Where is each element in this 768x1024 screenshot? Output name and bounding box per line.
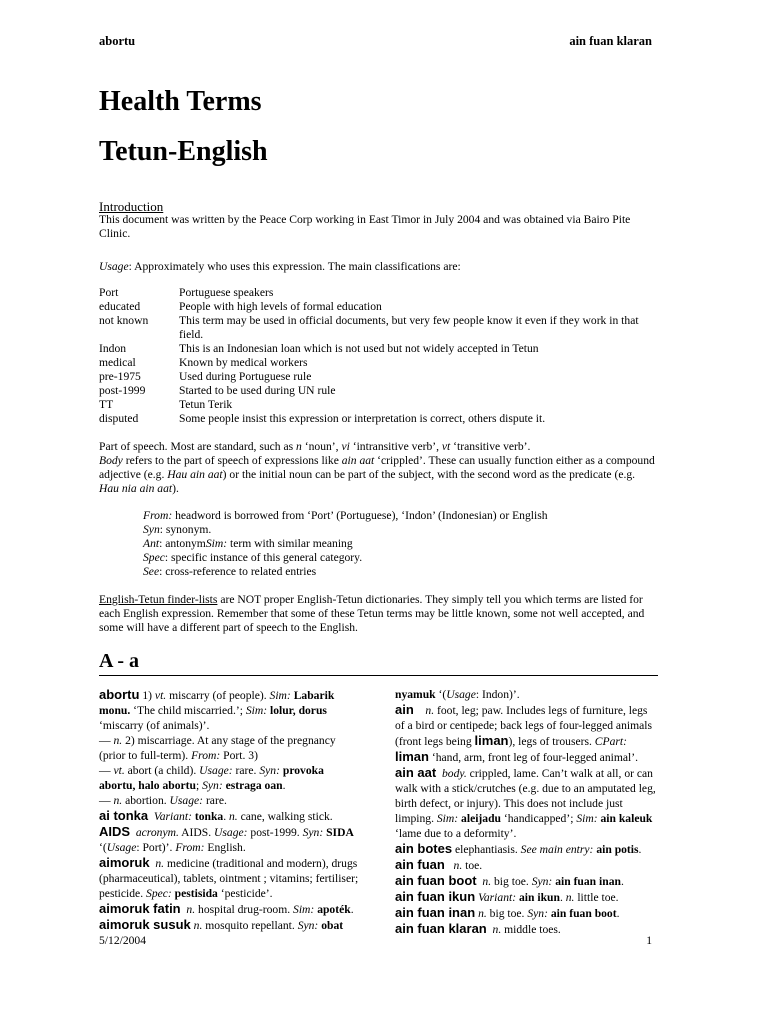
headword: AIDS	[99, 824, 131, 839]
abbreviation-notes	[143, 509, 653, 579]
entry-text: : Port)’.	[136, 841, 176, 854]
entry-abbrev: See main entry:	[520, 843, 594, 856]
entry-abbrev: Usage:	[169, 794, 204, 807]
entry-abbrev: Sim:	[269, 689, 291, 702]
entry-ref: estraga oan	[225, 779, 283, 792]
pos-text: ‘transitive verb’.	[450, 440, 531, 453]
entry-abbrev: Usage:	[214, 826, 248, 839]
entry-text: ), legs of trousers.	[508, 735, 595, 748]
entry-ref: obat	[321, 919, 344, 932]
entry-ain	[395, 702, 657, 765]
classification-row	[99, 342, 659, 356]
document-subtitle: Tetun-English	[99, 136, 268, 167]
entry-abbrev: vt.	[113, 764, 125, 777]
entry-text: middle toes.	[501, 923, 561, 936]
entry-text: toe.	[462, 859, 483, 872]
headword: ain aat	[395, 765, 437, 780]
pos-label: Body	[99, 454, 123, 467]
entry-ref: ain potis	[596, 843, 639, 856]
pos-text: ‘noun’,	[301, 440, 342, 453]
headword: ain botes	[395, 841, 453, 856]
entry-abbrev: n.	[565, 891, 575, 904]
entry-text: .	[282, 779, 286, 792]
entry-text: post-1999.	[247, 826, 303, 839]
entry-ref: tonka	[194, 810, 224, 823]
entry-text: .	[638, 843, 642, 856]
entry-text: ‘pesticide’.	[217, 887, 273, 900]
entry-ref: pestisida	[174, 887, 218, 900]
entry-ain-fuan-ikun	[395, 889, 657, 905]
entry-abbrev: vt.	[154, 689, 167, 702]
pos-example: ain aat	[341, 454, 375, 467]
classification-key: pre-1975	[99, 370, 141, 383]
entry-abbrev: Sim:	[576, 812, 598, 825]
classification-row	[99, 370, 659, 384]
note-text: : cross-reference to related entries	[159, 565, 317, 578]
headword: aimoruk	[99, 855, 150, 870]
entry-abbrev: Sim:	[245, 704, 268, 717]
pos-text: ‘crippled’. These can usually function either as a compound adjective (e.g.	[99, 454, 655, 481]
note-label: Syn	[143, 523, 160, 536]
entry-text: .	[223, 810, 229, 823]
entry-text: : Indon)’.	[475, 688, 520, 701]
entry-abbrev: Syn:	[302, 826, 324, 839]
note-label: Spec	[143, 551, 165, 564]
pos-abbrev: n	[296, 440, 302, 453]
entry-ref: ain fuan inan	[555, 875, 621, 888]
entry-ai-tonka	[99, 808, 361, 824]
entry-abbrev: acronym.	[135, 826, 179, 839]
entry-abbrev: Usage	[446, 688, 476, 701]
entry-abbrev: body.	[441, 767, 467, 780]
entry-text: ;	[195, 779, 203, 792]
note-ant	[143, 537, 653, 551]
entry-text: 2) miscarriage. At any stage of the pregnancy (prior to full-term).	[99, 734, 336, 762]
entry-abbrev: n.	[229, 810, 238, 823]
entry-ain-botes	[395, 841, 657, 857]
footer-date: 5/12/2004	[99, 934, 147, 947]
note-label: Ant	[143, 537, 160, 550]
classification-desc: Some people insist this expression or interpretation is correct, others dispute it.	[179, 412, 546, 425]
entry-text: rare.	[203, 794, 227, 807]
entry-abbrev: n.	[492, 923, 502, 936]
pos-example: Hau ain aat	[167, 468, 223, 481]
pos-text: refers to the part of speech of expressions like	[122, 454, 342, 467]
entry-abbrev: Usage:	[199, 764, 233, 777]
note-text: term with similar meaning	[227, 537, 353, 550]
entry-ain-aat	[395, 765, 657, 841]
entry-abbrev: Sim:	[436, 812, 459, 825]
classification-row	[99, 384, 659, 398]
note-syn	[143, 523, 653, 537]
entry-text: .	[559, 891, 566, 904]
pos-text: ).	[172, 482, 179, 495]
entry-text: .	[620, 875, 624, 888]
usage-label: Usage	[99, 260, 129, 273]
part-of-speech-paragraph	[99, 440, 657, 496]
entry-ref: ain fuan boot	[550, 907, 617, 920]
entry-ref: ain kaleuk	[600, 812, 653, 825]
note-text: : synonym.	[159, 523, 212, 536]
classification-row	[99, 412, 659, 426]
entry-text: Port. 3)	[220, 749, 258, 762]
note-text: headword is borrowed from ‘Port’ (Portuguese), ‘Indon’ (Indonesian) or English	[172, 509, 548, 522]
classification-key: not known	[99, 314, 149, 327]
classification-desc: Used during Portuguese rule	[179, 370, 312, 383]
entry-ref: Labarik monu.	[99, 689, 335, 717]
entry-ain-fuan-klaran	[395, 921, 657, 937]
classification-key: Indon	[99, 342, 127, 355]
headword: ain fuan ikun	[395, 889, 476, 904]
entry-abbrev: n.	[113, 734, 123, 747]
entry-aimoruk-susuk	[99, 917, 361, 933]
classification-desc: This is an Indonesian loan which is not used but not widely accepted in Tetun	[179, 342, 539, 355]
entry-abbrev: Sim:	[293, 903, 315, 916]
classification-row	[99, 300, 659, 314]
finder-list-text: are NOT proper English-Tetun dictionaries. They simply tell you which terms are listed for each English expression. Remember that some of these Tetun terms may be little known, some not well accepted, and some will have a different part of speech to the English.	[99, 593, 645, 634]
entry-text: 1)	[139, 689, 155, 702]
entry-abbrev: CPart:	[594, 735, 628, 748]
note-label: Sim:	[205, 537, 228, 550]
entry-text: ‘(	[99, 841, 107, 854]
entry-aids	[99, 824, 361, 855]
headword: aimoruk fatin	[99, 901, 181, 916]
classification-key: educated	[99, 300, 141, 313]
entry-text: elephantiasis.	[452, 843, 521, 856]
entry-text: crippled, lame. Can’t walk at all, or can walk with a stick/crutches (e.g. due to an amputated leg, birth defect, or injury). This does not include just limping.	[395, 767, 656, 825]
entry-abortu	[99, 687, 361, 733]
entry-ain-fuan-inan	[395, 905, 657, 921]
running-header-left: abortu	[99, 34, 136, 48]
pos-text: Part of speech. Most are standard, such as	[99, 440, 297, 453]
classification-key: post-1999	[99, 384, 146, 397]
entry-text: mosquito repellant.	[202, 919, 298, 932]
entry-ref: liman	[395, 749, 429, 764]
headword: ain fuan inan	[395, 905, 476, 920]
entry-ref: provoka abortu, halo abortu	[99, 764, 324, 792]
entry-text: foot, leg; paw. Includes legs of furniture, legs of a bird or centipede; back legs of four-legged animals (front legs being	[395, 704, 652, 748]
entry-text: —	[99, 764, 114, 777]
note-from	[143, 509, 653, 523]
entry-abbrev: Variant:	[153, 810, 192, 823]
note-label: From:	[143, 509, 173, 522]
pos-abbrev: vt	[441, 440, 451, 453]
pos-text: ‘intransitive verb’,	[349, 440, 442, 453]
entry-abbrev: n.	[478, 907, 487, 920]
entry-text: ‘(	[435, 688, 447, 701]
entry-abbrev: Syn:	[527, 907, 548, 920]
classification-row	[99, 286, 659, 300]
entry-abbrev: n.	[453, 859, 463, 872]
finder-list-link[interactable]: English-Tetun finder-lists	[99, 593, 218, 606]
entry-ain-fuan-boot	[395, 873, 657, 889]
entry-abortu-sense4	[99, 793, 361, 808]
classification-desc: Known by medical workers	[179, 356, 308, 369]
entry-abbrev: n.	[193, 919, 203, 932]
entry-text: miscarry (of people).	[166, 689, 270, 702]
entry-text: cane, walking stick.	[237, 810, 333, 823]
classification-key: medical	[99, 356, 136, 369]
entry-abbrev: Spec:	[146, 887, 172, 900]
classification-desc: This term may be used in official documents, but very few people know it even if they work in that field.	[179, 314, 639, 341]
entry-abbrev: Syn:	[202, 779, 223, 792]
entry-text: English.	[204, 841, 246, 854]
entry-text: ‘handicapped’;	[501, 812, 577, 825]
section-rule	[99, 675, 658, 676]
entries-column-right	[395, 687, 657, 937]
entry-abbrev: Usage	[106, 841, 137, 854]
entry-text: —	[99, 794, 114, 807]
section-heading: A - a	[99, 650, 139, 672]
entry-text: rare.	[232, 764, 260, 777]
pos-text: ) or the initial noun can be part of the subject, with the second word as the predicate (e.g.	[222, 468, 636, 481]
entry-text: little toe.	[574, 891, 619, 904]
entry-aimoruk-susuk-cont	[395, 687, 657, 702]
headword: ain	[395, 702, 414, 717]
classification-desc: People with high levels of formal education	[179, 300, 382, 313]
entry-text: big toe.	[486, 907, 528, 920]
note-label: See	[143, 565, 160, 578]
entry-ref: nyamuk	[395, 688, 436, 701]
note-spec	[143, 551, 653, 565]
headword: ai tonka	[99, 808, 149, 823]
classification-row	[99, 356, 659, 370]
entry-ref: aleijadu	[461, 812, 501, 825]
headword: abortu	[99, 687, 140, 702]
introduction-text: This document was written by the Peace Corp working in East Timor in July 2004 and was obtained via Bairo Pite Clinic.	[99, 213, 631, 240]
entry-abbrev: Syn:	[259, 764, 280, 777]
classification-row	[99, 314, 659, 342]
entry-ain-fuan	[395, 857, 657, 873]
headword: aimoruk susuk	[99, 917, 191, 932]
entry-abbrev: Variant:	[478, 891, 517, 904]
headword: ain fuan klaran	[395, 921, 487, 936]
entry-ref: liman	[474, 733, 509, 748]
usage-text: : Approximately who uses this expression. The main classifications are:	[128, 260, 461, 273]
entry-text: —	[99, 734, 114, 747]
running-header-right: ain fuan klaran	[569, 34, 652, 48]
note-text: : specific instance of this general category.	[164, 551, 363, 564]
document-title: Health Terms	[99, 86, 262, 117]
introduction-heading: Introduction	[99, 199, 164, 214]
pos-example: Hau nia ain aat	[99, 482, 173, 495]
entry-abbrev: n.	[155, 857, 165, 870]
classification-key: Port	[99, 286, 119, 299]
entry-text: abort (a child).	[124, 764, 200, 777]
classification-row	[99, 398, 659, 412]
classification-list	[99, 286, 659, 426]
entry-abortu-sense2	[99, 733, 361, 763]
entry-ref: SIDA	[326, 826, 354, 839]
classification-key: TT	[99, 398, 114, 411]
classification-key: disputed	[99, 412, 139, 425]
classification-desc: Tetun Terik	[179, 398, 233, 411]
entry-abbrev: n.	[482, 875, 492, 888]
entry-text: big toe.	[491, 875, 532, 888]
entry-abbrev: Syn:	[297, 919, 319, 932]
entry-abbrev: n.	[425, 704, 435, 717]
entry-abbrev: n.	[186, 903, 196, 916]
entry-text: ‘miscarry (of animals)’.	[99, 719, 210, 732]
finder-list-paragraph	[99, 593, 657, 635]
note-text: : antonym	[159, 537, 206, 550]
entry-text: .	[350, 903, 354, 916]
entry-ref: ain ikun	[519, 891, 560, 904]
entries-column-left	[99, 687, 361, 933]
entry-text: AIDS.	[178, 826, 215, 839]
entry-ref: lolur, dorus	[270, 704, 327, 717]
classification-desc: Started to be used during UN rule	[179, 384, 336, 397]
classification-desc: Portuguese speakers	[179, 286, 274, 299]
entry-aimoruk-fatin	[99, 901, 361, 917]
entry-text: medicine (traditional and modern), drugs (pharmaceutical), tablets, ointment ; vitamins; fertiliser; pesticide.	[99, 857, 359, 900]
entry-text: ‘hand, arm, front leg of four-legged animal’.	[428, 751, 638, 764]
entry-aimoruk	[99, 855, 361, 901]
entry-text: .	[616, 907, 620, 920]
entry-text: hospital drug-room.	[195, 903, 294, 916]
usage-paragraph	[99, 260, 657, 274]
entry-abbrev: From:	[191, 749, 221, 762]
entry-text: ‘lame due to a deformity’.	[395, 827, 517, 840]
headword: ain fuan boot	[395, 873, 477, 888]
pos-abbrev: vi	[341, 440, 350, 453]
entry-text: abortion.	[122, 794, 170, 807]
entry-abortu-sense3	[99, 763, 361, 793]
headword: ain fuan	[395, 857, 445, 872]
entry-text: ‘The child miscarried.’;	[130, 704, 246, 717]
footer-page-number: 1	[646, 934, 652, 947]
entry-abbrev: Syn:	[531, 875, 553, 888]
note-see	[143, 565, 653, 579]
entry-ref: apoték	[317, 903, 351, 916]
entry-abbrev: From:	[175, 841, 205, 854]
entry-abbrev: n.	[113, 794, 123, 807]
